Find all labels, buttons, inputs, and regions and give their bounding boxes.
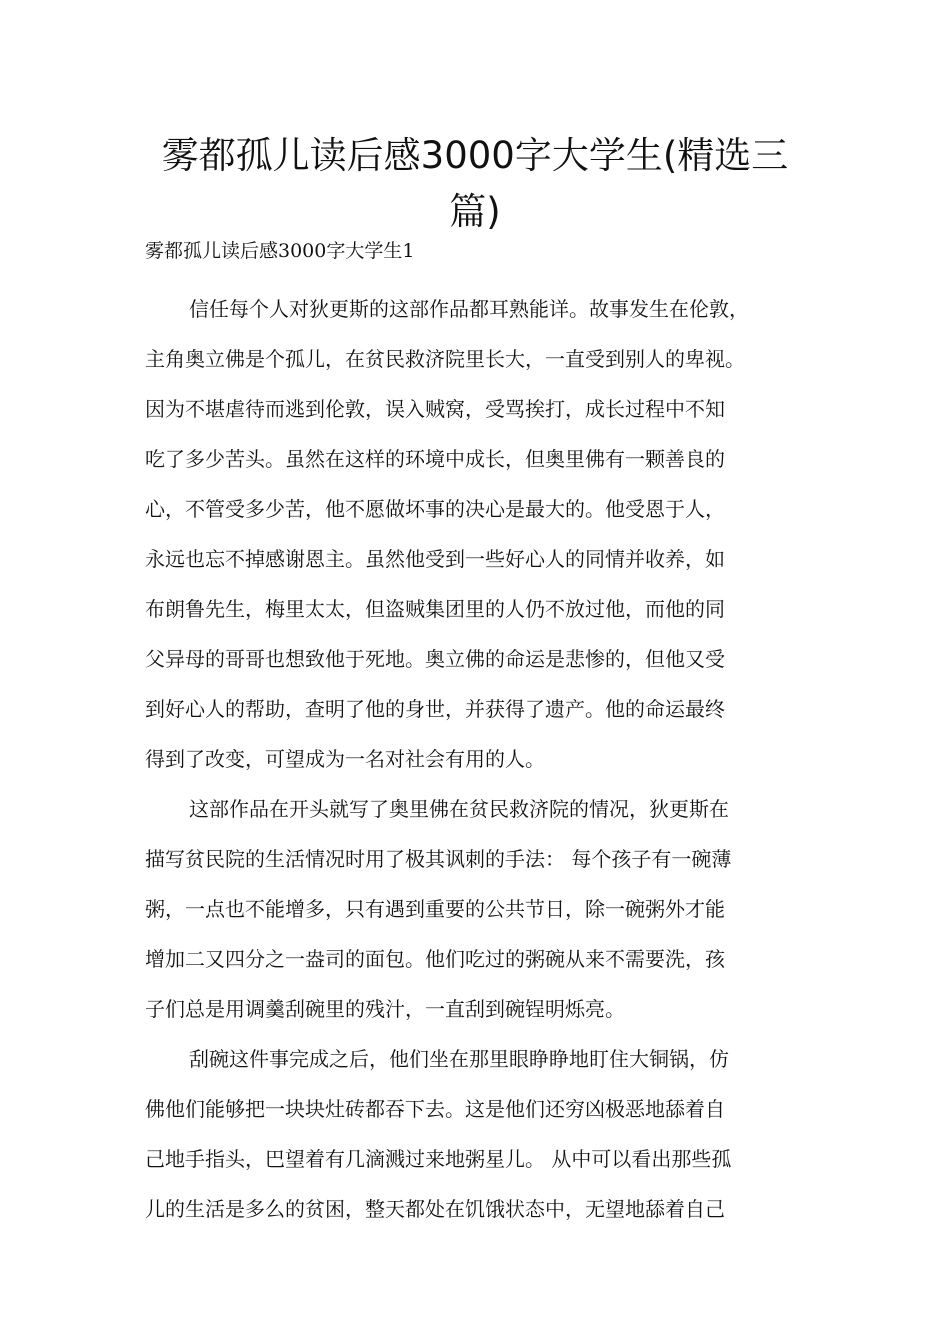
text-line: 子们总是用调羹刮碗里的残汁，一直刮到碗锃明烁亮。 (145, 997, 625, 1021)
text-line: 永远也忘不掉感谢恩主。虽然他受到一些好心人的同情并收养，如 (145, 547, 725, 571)
text-line: 因为不堪虐待而逃到伦敦，误入贼窝，受骂挨打，成长过程中不知 (145, 397, 725, 421)
article-body (145, 284, 835, 1234)
title-line-2: 篇) (449, 190, 501, 233)
text-line: 增加二又四分之一盎司的面包。他们吃过的粥碗从来不需要洗，孩 (145, 947, 725, 971)
title-line-1: 雾都孤儿读后感3000字大学生(精选三 (161, 134, 789, 177)
text-line: 得到了改变，可望成为一名对社会有用的人。 (145, 747, 545, 771)
text-line: 心，不管受多少苦，他不愿做坏事的决心是最大的。他受恩于人， (145, 497, 725, 521)
paragraph-1 (145, 284, 835, 784)
text-line: 吃了多少苦头。虽然在这样的环境中成长，但奥里佛有一颗善良的 (145, 447, 725, 471)
text-line: 这部作品在开头就写了奥里佛在贫民救济院的情况，狄更斯在 (189, 797, 729, 821)
text-line: 信任每个人对狄更斯的这部作品都耳熟能详。故事发生在伦敦， (189, 297, 749, 321)
text-line: 粥，一点也不能增多，只有遇到重要的公共节日，除一碗粥外才能 (145, 897, 725, 921)
text-line: 儿的生活是多么的贫困，整天都处在饥饿状态中，无望地舔着自己 (145, 1197, 725, 1221)
text-line: 布朗鲁先生，梅里太太，但盗贼集团里的人仍不放过他，而他的同 (145, 597, 725, 621)
text-line: 父异母的哥哥也想致他于死地。奥立佛的命运是悲惨的，但他又受 (145, 647, 725, 671)
text-line: 主角奥立佛是个孤儿，在贫民救济院里长大，一直受到别人的卑视。 (145, 347, 745, 371)
document-title (130, 128, 820, 240)
paragraph-2 (145, 784, 835, 1034)
text-line: 佛他们能够把一块块灶砖都吞下去。这是他们还穷凶极恶地舔着自 (145, 1097, 725, 1121)
text-line: 描写贫民院的生活情况时用了极其讽刺的手法： 每个孩子有一碗薄 (145, 847, 732, 871)
section-heading: 雾都孤儿读后感3000字大学生1 (145, 240, 415, 262)
text-line: 己地手指头，巴望着有几滴溅过来地粥星儿。 从中可以看出那些孤 (145, 1147, 732, 1171)
text-line: 刮碗这件事完成之后，他们坐在那里眼睁睁地盯住大铜锅，仿 (189, 1047, 729, 1071)
paragraph-3 (145, 1034, 835, 1234)
text-line: 到好心人的帮助，查明了他的身世，并获得了遗产。他的命运最终 (145, 697, 725, 721)
